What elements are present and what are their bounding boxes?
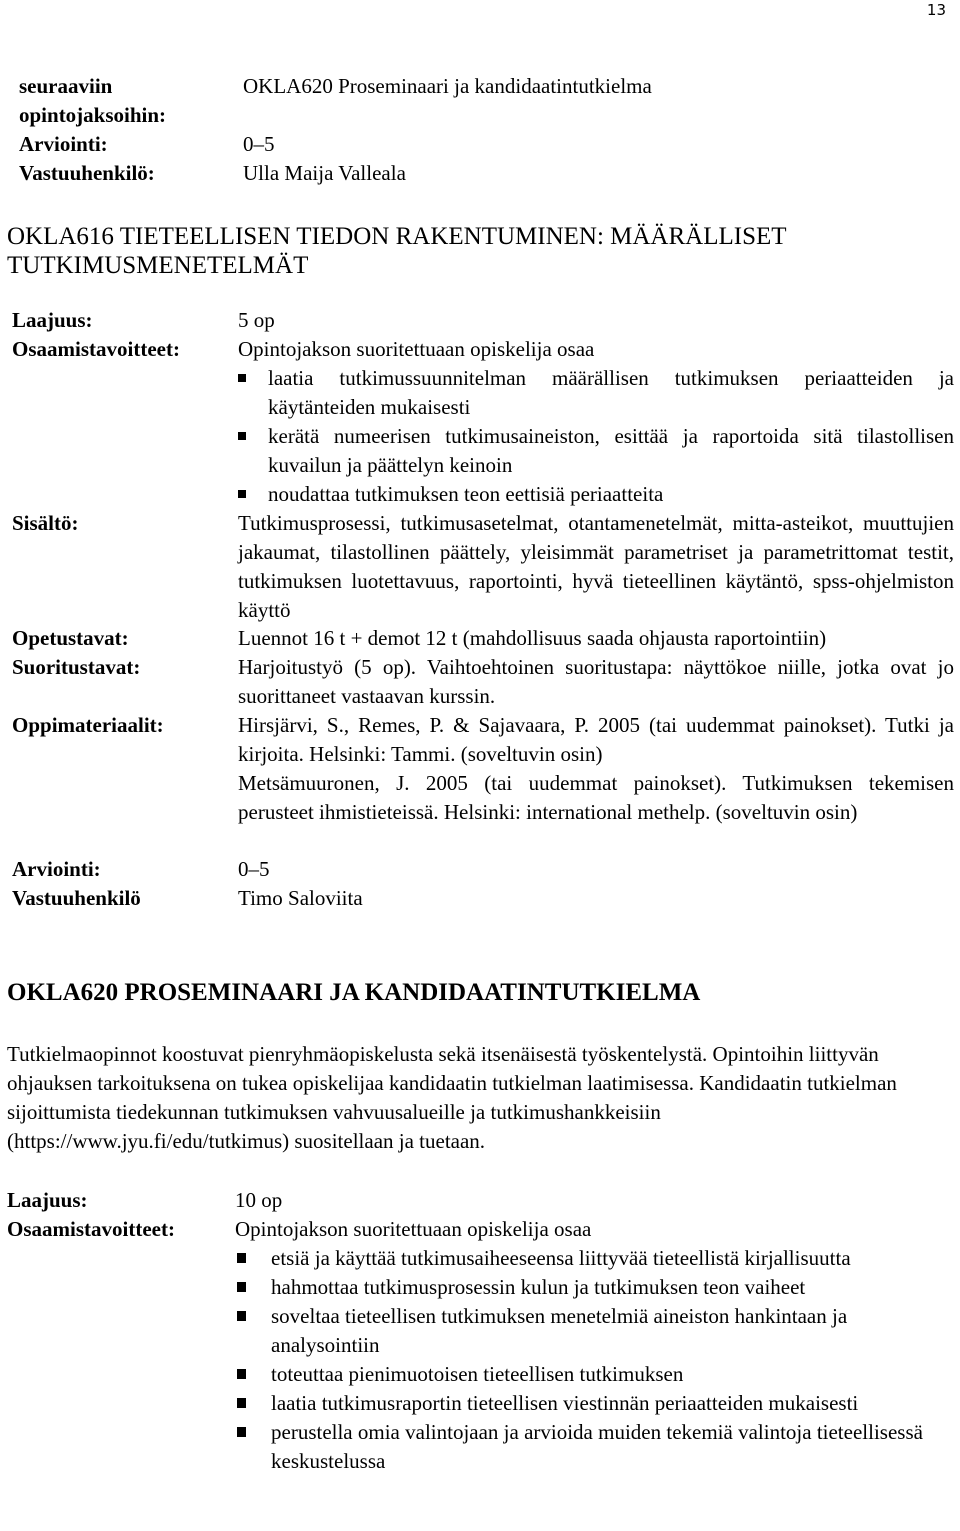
scope-label: Laajuus: [12,308,93,332]
square-bullet-icon [238,374,246,382]
completion-value: Harjoitustyö (5 op). Vaihtoehtoinen suoritustapa: näyttökoe niille, jotka ovat jo suorittaneet vastaavan kurssin. [238,655,954,708]
list-item: toteuttaa pienimuotoisen tieteellisen tutkimuksen [235,1360,935,1389]
square-bullet-icon [237,1253,246,1263]
square-bullet-icon [237,1369,246,1379]
square-bullet-icon [238,432,246,440]
outcomes-label: Osaamistavoitteet: [12,337,180,361]
scope-label: Laajuus: [7,1188,88,1212]
outcomes-list [236,364,954,509]
materials-item: Hirsjärvi, S., Remes, P. & Sajavaara, P. 2005 (tai uudemmat painokset). Tutki ja kirjoita. Helsinki: Tammi. (soveltuvin osin) [238,713,954,766]
course-heading: OKLA620 PROSEMINAARI JA KANDIDAATINTUTKIELMA [7,979,701,1006]
responsible-value: Timo Saloviita [238,886,363,910]
scope-value: 10 op [235,1188,283,1212]
outcomes-label: Osaamistavoitteet: [7,1217,175,1241]
square-bullet-icon [238,490,246,498]
course-intro: Tutkielmaopinnot koostuvat pienryhmäopiskelusta sekä itsenäisestä työskentelystä. Opintoihin liittyvän ohjauksen tarkoituksena on tukea opiskelijaa kandidaatin tutkielman laatimisessa. Kandidaatin tutkielman sijoittumista tiedekunnan tutkimuksen vahvuusalueille ja tutkimushankkeisiin (https://www.jyu.fi/edu/tutkimus) suositellaan ja tuetaan. [7,1042,897,1153]
square-bullet-icon [237,1398,246,1408]
list-item: perustella omia valintojaan ja arvioida muiden tekemiä valintoja tieteellisessä keskustelussa [235,1418,935,1476]
outcomes-intro: Opintojakson suoritettuaan opiskelija osaa [235,1217,592,1241]
responsible-label: Vastuuhenkilö [12,886,141,910]
outcomes-intro: Opintojakson suoritettuaan opiskelija osaa [238,337,595,361]
responsible-label: Vastuuhenkilö: [19,161,155,185]
grading-value: 0–5 [243,132,275,156]
list-item: etsiä ja käyttää tutkimusaiheeseensa liittyvää tieteellistä kirjallisuutta [235,1244,935,1273]
completion-label: Suoritustavat: [12,655,141,679]
teaching-label: Opetustavat: [12,626,129,650]
square-bullet-icon [237,1427,246,1437]
list-item: soveltaa tieteellisen tutkimuksen menetelmiä aineiston hankintaan ja analysointiin [235,1302,935,1360]
prerequisite-value: OKLA620 Proseminaari ja kandidaatintutkielma [243,74,652,98]
grading-label: Arviointi: [12,857,101,881]
list-item: laatia tutkimussuunnitelman määrällisen tutkimuksen periaatteiden ja käytänteiden mukaisesti [236,364,954,422]
teaching-value: Luennot 16 t + demot 12 t (mahdollisuus saada ohjausta raportointiin) [238,626,827,650]
content-value: Tutkimusprosessi, tutkimusasetelmat, otantamenetelmät, mitta-asteikot, muuttujien jakaumat, tilastollinen päättely, yleisimmät parametriset ja parametrittomat testit, tutkimuksen luotettavuus, raportointi, hyvä tieteellinen käytäntö, spss-ohjelmiston käyttö [238,511,954,622]
square-bullet-icon [237,1282,246,1292]
materials-item: Metsämuuronen, J. 2005 (tai uudemmat painokset). Tutkimuksen tekemisen perusteet ihmistieteissä. Helsinki: international methelp. (soveltuvin osin) [238,771,954,824]
grading-value: 0–5 [238,857,270,881]
scope-value: 5 op [238,308,275,332]
list-item: kerätä numeerisen tutkimusaineiston, esittää ja raportoida sitä tilastollisen kuvailun ja päättelyn keinoin [236,422,954,480]
content-label: Sisältö: [12,511,79,535]
responsible-value: Ulla Maija Valleala [243,161,406,185]
page-number: 13 [926,1,946,19]
list-item: hahmottaa tutkimusprosessin kulun ja tutkimuksen teon vaiheet [235,1273,935,1302]
list-item: noudattaa tutkimuksen teon eettisiä periaatteita [236,480,954,509]
prerequisite-label: seuraaviin opintojaksoihin: [19,74,167,127]
grading-label: Arviointi: [19,132,108,156]
course-heading: OKLA616 TIETEELLISEN TIEDON RAKENTUMINEN: MÄÄRÄLLISET TUTKIMUSMENETELMÄT [7,223,787,279]
list-item: laatia tutkimusraportin tieteellisen viestinnän periaatteiden mukaisesti [235,1389,935,1418]
outcomes-list [235,1244,935,1476]
materials-label: Oppimateriaalit: [12,713,164,737]
square-bullet-icon [237,1311,246,1321]
